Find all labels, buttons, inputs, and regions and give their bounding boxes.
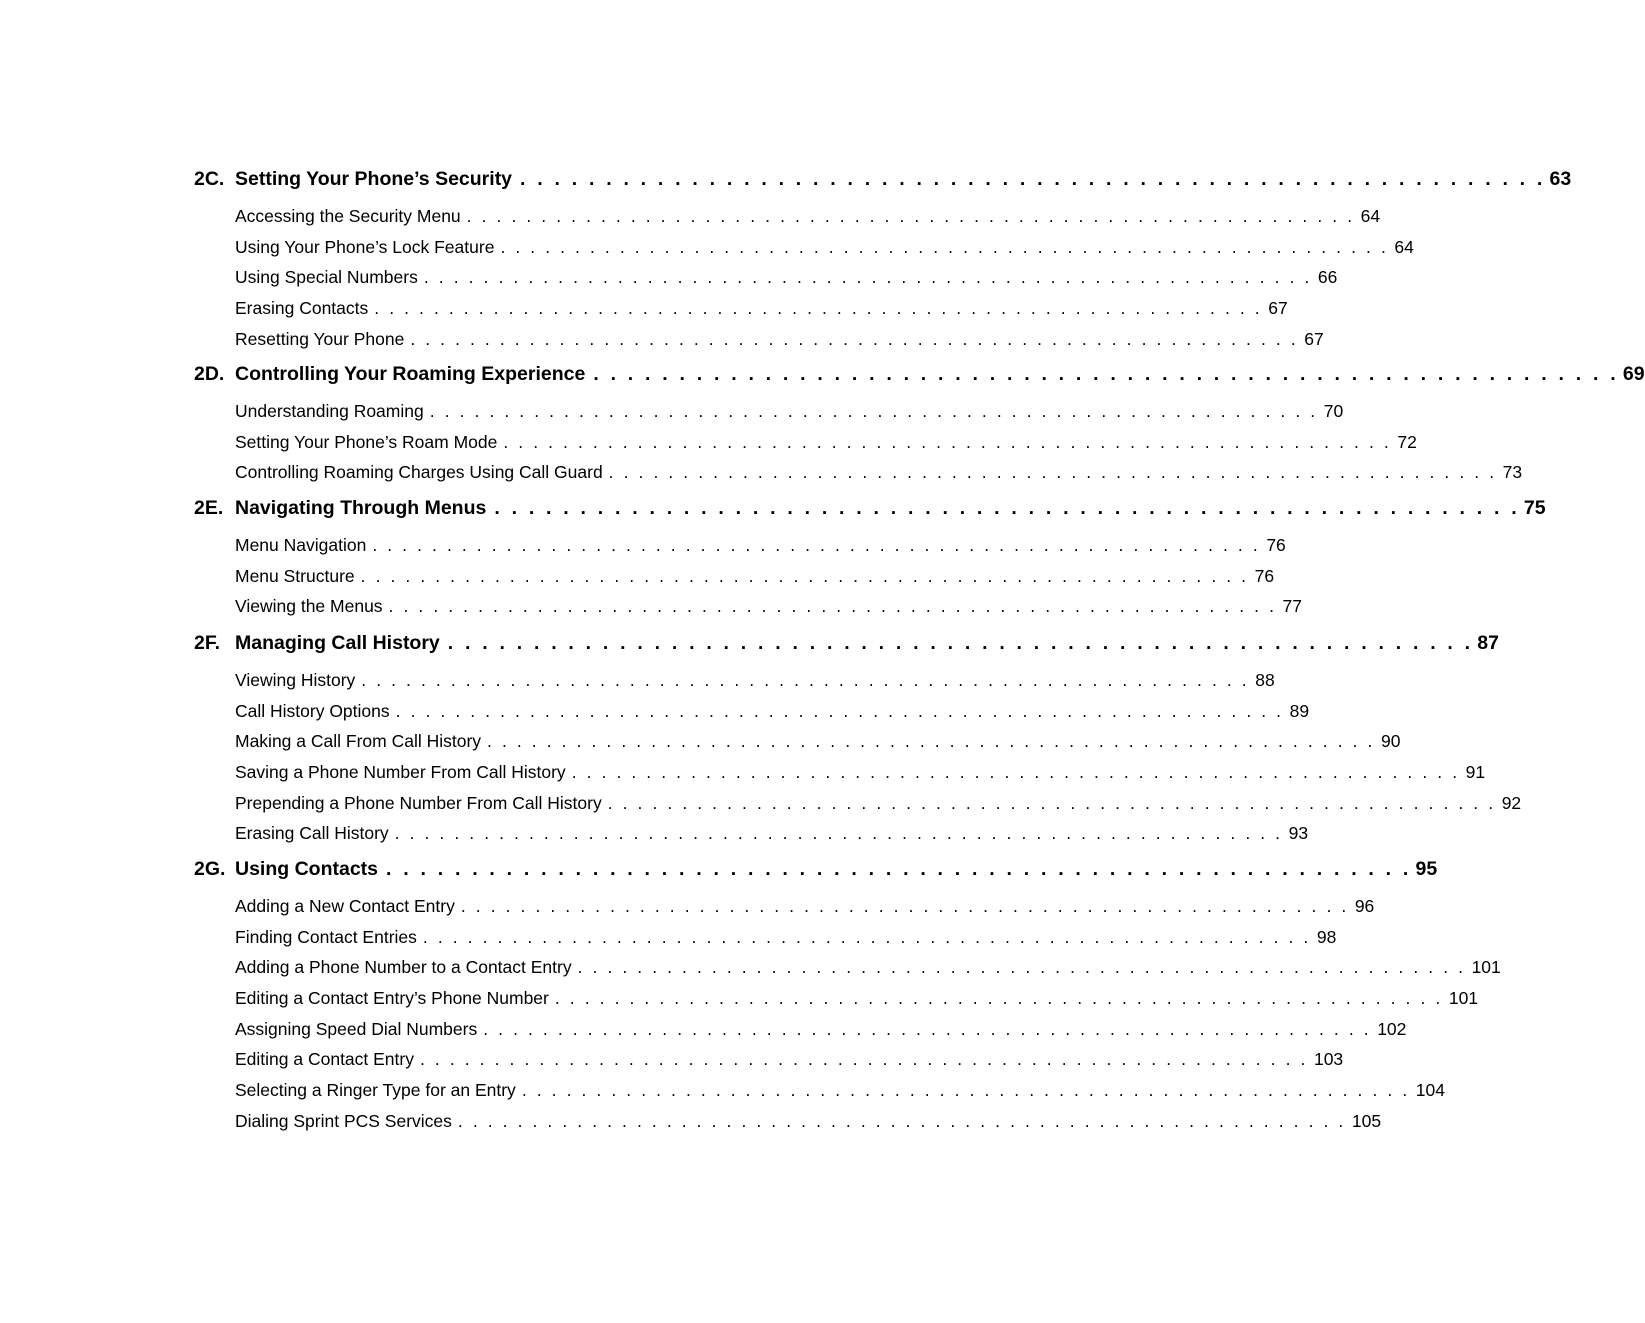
toc-entry[interactable] (235, 762, 1486, 793)
entry-page-number: 98 (1316, 926, 1337, 947)
toc-entry[interactable] (235, 236, 1414, 268)
entry-title: Menu Structure (235, 565, 355, 586)
entry-page-number: 67 (1304, 328, 1324, 349)
dot-leader: . . . . . . . . . . . . . . . . . . . . . . . . . . . . . . . . . . . . . . . . . . . . . . . . . . . . . . . . . . . . (395, 700, 1284, 721)
dot-leader: . . . . . . . . . . . . . . . . . . . . . . . . . . . . . . . . . . . . . . . . . . . . . . . . . . . . . . . . . . . . (374, 298, 1263, 319)
section-heading[interactable] (194, 497, 1546, 531)
entry-title: Resetting Your Phone (235, 328, 405, 349)
toc-entry[interactable] (235, 401, 1344, 432)
entry-title: Accessing the Security Menu (235, 206, 461, 226)
entry-page-number: 92 (1501, 792, 1522, 813)
entry-page-number: 103 (1313, 1049, 1344, 1070)
dot-leader: . . . . . . . . . . . . . . . . . . . . . . . . . . . . . . . . . . . . . . . . . . . . . . . . . . . . . . . . . . . . (361, 670, 1250, 690)
dot-leader: . . . . . . . . . . . . . . . . . . . . . . . . . . . . . . . . . . . . . . . . . . . . . . . . . . . . . . . . . . . . (521, 1080, 1410, 1101)
entry-page-number: 67 (1268, 298, 1288, 319)
entry-page-number: 104 (1415, 1080, 1445, 1101)
entry-page-number: 88 (1255, 670, 1275, 690)
section-page-number: 69 (1622, 363, 1645, 385)
entry-page-number: 76 (1266, 535, 1286, 555)
dot-leader: . . . . . . . . . . . . . . . . . . . . . . . . . . . . . . . . . . . . . . . . . . . . . . . . . . . . . . . . . . . . (447, 632, 1474, 654)
entry-title: Call History Options (235, 700, 390, 721)
toc-entry[interactable] (235, 328, 1324, 360)
section-number: 2F. (194, 632, 221, 654)
entry-page-number: 77 (1282, 596, 1302, 617)
entry-title: Finding Contact Entries (235, 926, 417, 947)
toc-entry[interactable] (235, 462, 1523, 493)
entry-page-number: 66 (1317, 267, 1338, 288)
toc-entry[interactable] (235, 700, 1310, 732)
toc-entry[interactable] (235, 1080, 1445, 1111)
dot-leader: . . . . . . . . . . . . . . . . . . . . . . . . . . . . . . . . . . . . . . . . . . . . . . . . . . . . . . . . . . . . (500, 236, 1389, 257)
dot-leader: . . . . . . . . . . . . . . . . . . . . . . . . . . . . . . . . . . . . . . . . . . . . . . . . . . . . . . . . . . . . (608, 462, 1497, 483)
dot-leader: . . . . . . . . . . . . . . . . . . . . . . . . . . . . . . . . . . . . . . . . . . . . . . . . . . . . . . . . . . . . (388, 596, 1277, 617)
dot-leader: . . . . . . . . . . . . . . . . . . . . . . . . . . . . . . . . . . . . . . . . . . . . . . . . . . . . . . . . . . . . (422, 926, 1311, 947)
entry-title: Erasing Contacts (235, 298, 369, 319)
toc-entry[interactable] (235, 565, 1275, 597)
section-number: 2C. (194, 168, 225, 190)
toc-entry[interactable] (235, 823, 1309, 854)
entry-title: Saving a Phone Number From Call History (235, 762, 566, 783)
dot-leader: . . . . . . . . . . . . . . . . . . . . . . . . . . . . . . . . . . . . . . . . . . . . . . . . . . . . . . . . . . . . (423, 267, 1312, 288)
entry-title: Viewing History (235, 670, 356, 690)
dot-leader: . . . . . . . . . . . . . . . . . . . . . . . . . . . . . . . . . . . . . . . . . . . . . . . . . . . . . . . . . . . . (372, 535, 1261, 555)
toc-entry[interactable] (235, 926, 1337, 958)
toc-entry[interactable] (235, 206, 1381, 237)
toc-section (194, 858, 1501, 1142)
entry-page-number: 76 (1254, 565, 1275, 586)
toc-entry[interactable] (235, 896, 1375, 927)
entry-page-number: 101 (1448, 988, 1479, 1009)
dot-leader: . . . . . . . . . . . . . . . . . . . . . . . . . . . . . . . . . . . . . . . . . . . . . . . . . . . . . . . . . . . . (487, 731, 1376, 752)
entry-page-number: 72 (1397, 431, 1417, 452)
section-page-number: 63 (1549, 168, 1572, 190)
toc-entry[interactable] (235, 957, 1501, 988)
dot-leader: . . . . . . . . . . . . . . . . . . . . . . . . . . . . . . . . . . . . . . . . . . . . . . . . . . . . . . . . . . . . (554, 988, 1443, 1009)
entry-title: Erasing Call History (235, 823, 389, 844)
toc-section (194, 168, 1572, 359)
section-title: Setting Your Phone’s Security (235, 168, 513, 190)
section-number: 2E. (194, 497, 224, 519)
dot-leader: . . . . . . . . . . . . . . . . . . . . . . . . . . . . . . . . . . . . . . . . . . . . . . . . . . . . . . . . . . . . (410, 328, 1299, 349)
entry-page-number: 90 (1381, 731, 1401, 752)
entry-title: Editing a Contact Entry’s Phone Number (235, 988, 549, 1009)
dot-leader: . . . . . . . . . . . . . . . . . . . . . . . . . . . . . . . . . . . . . . . . . . . . . . . . . . . . . . . . . . . . (520, 168, 1546, 190)
dot-leader: . . . . . . . . . . . . . . . . . . . . . . . . . . . . . . . . . . . . . . . . . . . . . . . . . . . . . . . . . . . . (571, 762, 1460, 783)
toc-entry[interactable] (235, 431, 1417, 463)
toc-section (194, 363, 1645, 493)
toc-entry[interactable] (235, 535, 1286, 566)
dot-leader: . . . . . . . . . . . . . . . . . . . . . . . . . . . . . . . . . . . . . . . . . . . . . . . . . . . . . . . . . . . . (360, 565, 1249, 586)
dot-leader: . . . . . . . . . . . . . . . . . . . . . . . . . . . . . . . . . . . . . . . . . . . . . . . . . . . . . . . . . . . . (494, 497, 1520, 519)
section-number: 2D. (194, 363, 225, 385)
section-number: 2G. (194, 858, 226, 880)
section-title: Managing Call History (235, 632, 440, 654)
entry-page-number: 64 (1394, 236, 1414, 257)
entry-page-number: 73 (1502, 462, 1523, 483)
section-title: Using Contacts (235, 858, 379, 880)
section-heading[interactable] (194, 858, 1438, 892)
dot-leader: . . . . . . . . . . . . . . . . . . . . . . . . . . . . . . . . . . . . . . . . . . . . . . . . . . . . . . . . . . . . (577, 957, 1466, 978)
entry-page-number: 102 (1377, 1018, 1407, 1039)
section-heading[interactable] (194, 632, 1499, 666)
section-page-number: 75 (1523, 497, 1546, 519)
toc-entry[interactable] (235, 792, 1522, 824)
dot-leader: . . . . . . . . . . . . . . . . . . . . . . . . . . . . . . . . . . . . . . . . . . . . . . . . . . . . . . . . . . . . (483, 1018, 1372, 1039)
toc-entry[interactable] (235, 298, 1288, 329)
section-entries (194, 202, 1414, 359)
entry-title: Adding a New Contact Entry (235, 896, 455, 916)
dot-leader: . . . . . . . . . . . . . . . . . . . . . . . . . . . . . . . . . . . . . . . . . . . . . . . . . . . . . . . . . . . . (419, 1049, 1308, 1070)
toc-entry[interactable] (235, 988, 1479, 1019)
entry-page-number: 96 (1354, 896, 1375, 916)
entry-title: Making a Call From Call History (235, 731, 482, 752)
dot-leader: . . . . . . . . . . . . . . . . . . . . . . . . . . . . . . . . . . . . . . . . . . . . . . . . . . . . . . . . . . . . (466, 206, 1355, 226)
dot-leader: . . . . . . . . . . . . . . . . . . . . . . . . . . . . . . . . . . . . . . . . . . . . . . . . . . . . . . . . . . . . (593, 363, 1619, 385)
dot-leader: . . . . . . . . . . . . . . . . . . . . . . . . . . . . . . . . . . . . . . . . . . . . . . . . . . . . . . . . . . . . (460, 896, 1349, 916)
entry-page-number: 101 (1471, 957, 1501, 978)
toc-entry[interactable] (235, 267, 1338, 298)
toc-entry[interactable] (235, 731, 1401, 762)
entry-title: Editing a Contact Entry (235, 1049, 414, 1070)
section-heading[interactable] (194, 168, 1572, 202)
entry-page-number: 105 (1351, 1110, 1382, 1131)
toc-entry[interactable] (235, 1018, 1407, 1050)
entry-page-number: 91 (1465, 762, 1486, 783)
toc-entry[interactable] (235, 670, 1275, 701)
entry-page-number: 64 (1360, 206, 1381, 226)
section-page-number: 95 (1415, 858, 1438, 880)
dot-leader: . . . . . . . . . . . . . . . . . . . . . . . . . . . . . . . . . . . . . . . . . . . . . . . . . . . . . . . . . . . . (394, 823, 1283, 844)
toc-section (194, 632, 1522, 854)
toc-entry[interactable] (235, 1110, 1382, 1142)
entry-title: Dialing Sprint PCS Services (235, 1110, 452, 1131)
dot-leader: . . . . . . . . . . . . . . . . . . . . . . . . . . . . . . . . . . . . . . . . . . . . . . . . . . . . . . . . . . . . (607, 792, 1496, 813)
section-entries (194, 666, 1522, 854)
entry-title: Menu Navigation (235, 535, 367, 555)
entry-title: Using Your Phone’s Lock Feature (235, 236, 495, 257)
entry-title: Prepending a Phone Number From Call History (235, 792, 602, 813)
entry-page-number: 93 (1288, 823, 1309, 844)
section-heading[interactable] (194, 363, 1645, 397)
entry-title: Controlling Roaming Charges Using Call Guard (235, 462, 603, 483)
entry-title: Selecting a Ringer Type for an Entry (235, 1080, 516, 1101)
section-entries (194, 397, 1523, 493)
entry-title: Setting Your Phone’s Roam Mode (235, 431, 498, 452)
section-title: Navigating Through Menus (235, 497, 487, 519)
entry-title: Viewing the Menus (235, 596, 383, 617)
dot-leader: . . . . . . . . . . . . . . . . . . . . . . . . . . . . . . . . . . . . . . . . . . . . . . . . . . . . . . . . . . . . (457, 1110, 1346, 1131)
dot-leader: . . . . . . . . . . . . . . . . . . . . . . . . . . . . . . . . . . . . . . . . . . . . . . . . . . . . . . . . . . . . (503, 431, 1392, 452)
dot-leader: . . . . . . . . . . . . . . . . . . . . . . . . . . . . . . . . . . . . . . . . . . . . . . . . . . . . . . . . . . . . (386, 858, 1412, 880)
section-entries (194, 531, 1302, 627)
dot-leader: . . . . . . . . . . . . . . . . . . . . . . . . . . . . . . . . . . . . . . . . . . . . . . . . . . . . . . . . . . . . (429, 401, 1318, 421)
toc-entry[interactable] (235, 1049, 1344, 1080)
section-title: Controlling Your Roaming Experience (235, 363, 586, 385)
toc-section (194, 497, 1546, 627)
toc-entry[interactable] (235, 596, 1302, 627)
entry-title: Adding a Phone Number to a Contact Entry (235, 957, 572, 978)
entry-title: Assigning Speed Dial Numbers (235, 1018, 478, 1039)
entry-page-number: 70 (1323, 401, 1344, 421)
section-page-number: 87 (1477, 632, 1499, 654)
section-entries (194, 892, 1501, 1142)
entry-title: Using Special Numbers (235, 267, 418, 288)
entry-title: Understanding Roaming (235, 401, 424, 421)
entry-page-number: 89 (1289, 700, 1310, 721)
